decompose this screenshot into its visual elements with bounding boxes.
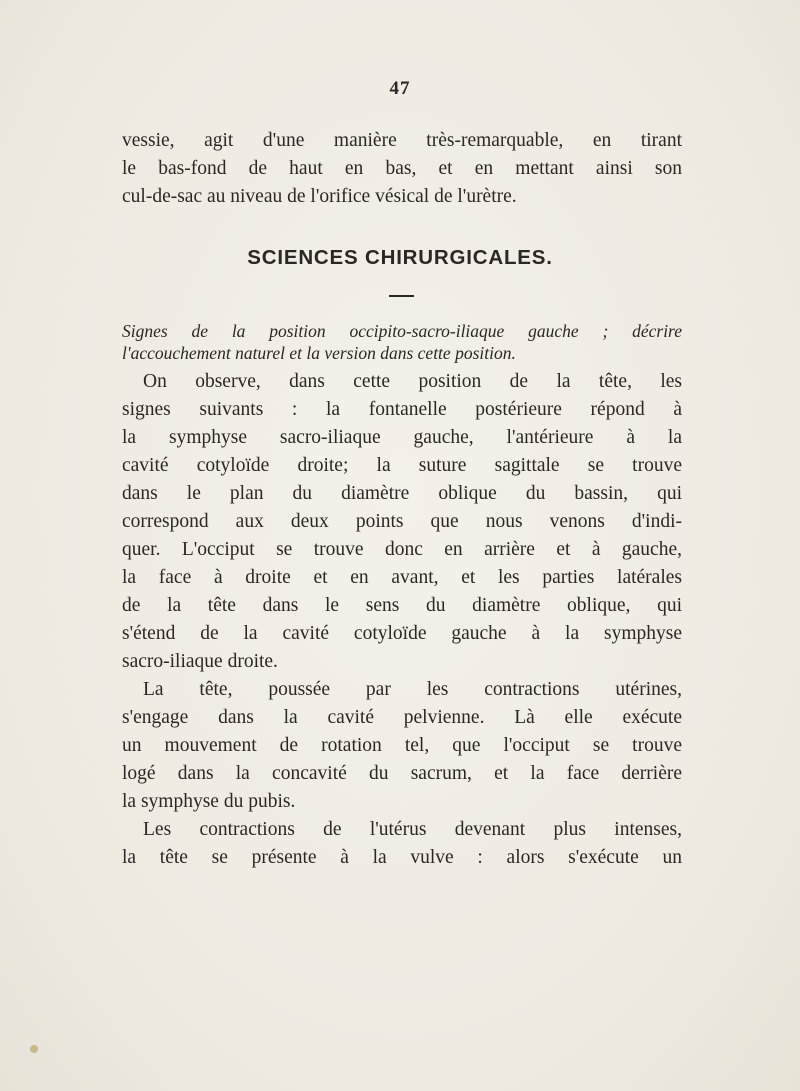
subtitle-line: Signes de la position occipito-sacro-iliaque gauche ; décrire [122,321,682,341]
continued-paragraph [122,127,682,211]
text-line: la symphyse sacro-iliaque gauche, l'antérieure à la [122,427,682,448]
text-line: vessie, agit d'une manière très-remarquable, en tirant [122,130,682,151]
text-line: le bas-fond de haut en bas, et en mettant ainsi son [122,158,682,179]
text-line: cul-de-sac au niveau de l'orifice vésical de l'urètre. [122,186,517,207]
text-line: la tête se présente à la vulve : alors s'exécute un [122,847,682,868]
section-subtitle [122,320,682,364]
subtitle-line: l'accouchement naturel et la version dans cette position. [122,343,516,363]
text-line: La tête, poussée par les contractions utérines, [143,679,682,700]
text-line: On observe, dans cette position de la tête, les [143,371,682,392]
text-line: Les contractions de l'utérus devenant plus intenses, [143,819,682,840]
text-line: un mouvement de rotation tel, que l'occiput se trouve [122,735,682,756]
page-number: 47 [389,78,411,99]
section-heading: SCIENCES CHIRURGICALES. [247,246,553,269]
text-line: la face à droite et en avant, et les parties latérales [122,567,682,588]
text-line: logé dans la concavité du sacrum, et la face derrière [122,763,682,784]
text-line: de la tête dans le sens du diamètre oblique, qui [122,595,682,616]
text-line: correspond aux deux points que nous venons d'indi- [122,511,682,532]
text-line: s'étend de la cavité cotyloïde gauche à la symphyse [122,623,682,644]
text-line: la symphyse du pubis. [122,791,296,812]
text-line: dans le plan du diamètre oblique du bassin, qui [122,483,682,504]
paper-stain [30,1045,38,1053]
text-line: quer. L'occiput se trouve donc en arrière et à gauche, [122,539,682,560]
text-line: sacro-iliaque droite. [122,651,278,672]
text-line: signes suivants : la fontanelle postérieure répond à [122,399,682,420]
text-line: cavité cotyloïde droite; la suture sagittale se trouve [122,455,682,476]
body-text [122,368,682,872]
text-line: s'engage dans la cavité pelvienne. Là elle exécute [122,707,682,728]
heading-rule [389,295,414,297]
